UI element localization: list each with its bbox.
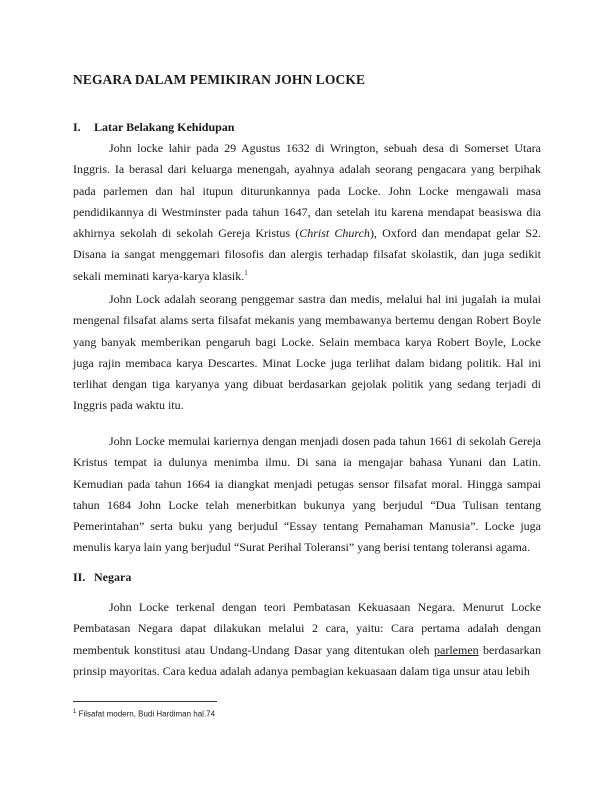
section-1-paragraph-3: John Locke memulai kariernya dengan menjadi dosen pada tahun 1661 di sekolah Gereja Kristus tempat ia dulunya menimba ilmu. Di sana ia mengajar bahasa Yunani dan Latin. Kemudian pada tahun 1664 ia diangkat menjadi petugas sensor filsafat moral. Hingga sampai tahun 1684 John Locke telah menerbitkan bukunya yang berjudul “Dua Tulisan tentang Pemerintahan” serta buku yang berjudul “Essay tentang Pemahaman Manusia”. Locke juga menulis karya lain yang berjudul “Surat Perihal Toleransi” yang berisi tentang toleransi agama. bbox=[73, 434, 541, 555]
footnote-number: 1 bbox=[73, 709, 77, 715]
section-2-number: II. bbox=[73, 570, 86, 584]
paragraph-text: John locke lahir pada 29 Agustus 1632 di Wrington, sebuah desa di Somerset Utara Inggris. Ia berasal dari keluarga menengah, ayahnya adalah seorang pengacara yang berpihak pada parlemen dan hal itupun diturunkannya pada Locke. John Locke mengawali masa pendidikannya di Westminster pada tahun 1647, dan setelah itu karena mendapat beasiswa dia akhirnya sekolah di sekolah Gereja Kristus ( bbox=[73, 141, 541, 241]
section-1-heading bbox=[73, 120, 543, 135]
underlined-term: parlemen bbox=[434, 642, 479, 657]
section-1-number: I. bbox=[73, 120, 81, 134]
document-title: NEGARA DALAM PEMIKIRAN JOHN LOCKE bbox=[73, 72, 366, 87]
paragraph-text: ), Oxford dan mendapat gelar S2. Disana ia sangat menggemari filosofis dan alergis terhadap filsafat skolastik, dan juga sedikit sekali meminati karya-karya klasik. bbox=[73, 226, 541, 283]
paragraph-text: berdasarkan prinsip mayoritas. Cara kedua adalah adanya pembagian kekuasaan dalam tiga unsur atau lebih bbox=[73, 642, 542, 678]
footnote-reference[interactable]: 1 bbox=[244, 268, 248, 277]
section-2-title: Negara bbox=[94, 570, 132, 584]
italic-term: Christ Church bbox=[299, 226, 370, 241]
footnote-separator bbox=[73, 701, 217, 702]
footnote bbox=[73, 709, 473, 719]
section-1-title: Latar Belakang Kehidupan bbox=[94, 120, 235, 134]
section-2-paragraph-1 bbox=[73, 597, 541, 682]
section-1-paragraph-2: John Lock adalah seorang penggemar sastra dan medis, melalui hal ini jugalah ia mulai mengenal filsafat alams serta filsafat mekanis yang membawanya bertemu dengan Robert Boyle yang banyak memberikan pengaruh bagi Locke. Selain membaca karya Robert Boyle, Locke juga rajin membaca karya Descartes. Minat Locke juga terlihat dalam bidang politik. Hal ini terlihat dengan tiga karyanya yang dibuat berdasarkan gejolak politik yang sedang terjadi di Inggris pada waktu itu. bbox=[73, 292, 541, 413]
section-2-heading bbox=[73, 570, 543, 585]
footnote-text: Filsafat modern, Budi Hardiman hal.74 bbox=[76, 709, 216, 719]
section-1-paragraph-1 bbox=[73, 138, 541, 287]
paragraph-text: John Locke terkenal dengan teori Pembatasan Kekuasaan Negara. Menurut Locke Pembatasan Negara dapat dilakukan melalui 2 cara, yaitu: Cara pertama adalah dengan membentuk konstitusi atau Undang-Undang Dasar yang ditentukan oleh bbox=[73, 600, 541, 657]
